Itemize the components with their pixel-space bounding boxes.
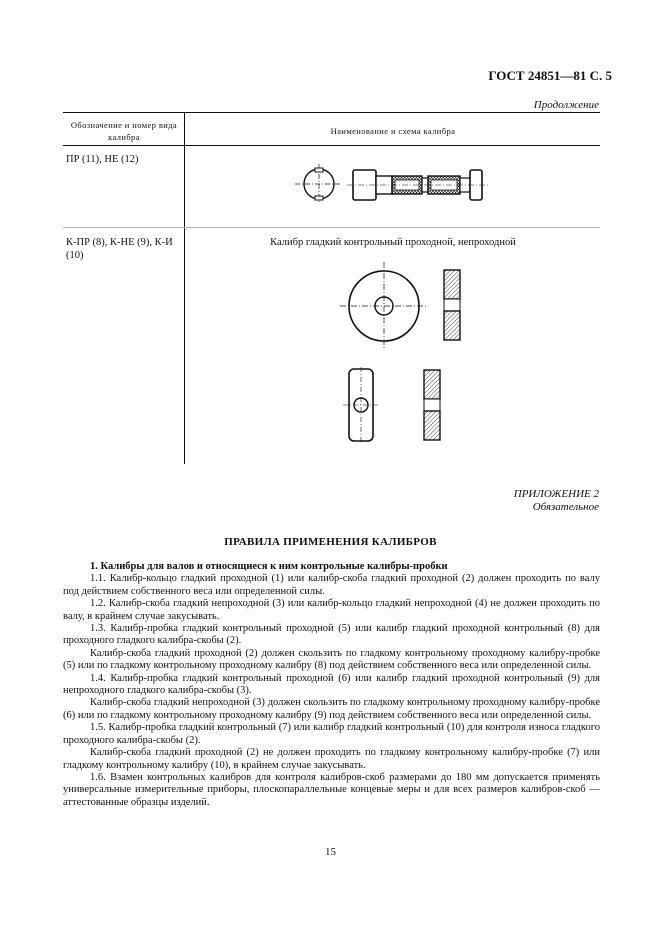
rect-gauge-drawing <box>343 367 379 443</box>
paragraph: Калибр-скоба гладкий проходной (2) не должен проходить по гладкому контрольному калибру-пробке (7) или гладкому контрольному калибру (10), в крайнем случае закусывать. <box>63 747 600 771</box>
plug-gauge-drawing <box>295 158 495 210</box>
table-column-divider <box>184 112 185 464</box>
body-text <box>63 561 600 809</box>
table-header-designation: Обозначение и номер вида калибра <box>70 120 178 142</box>
table-header-name: Наименование и схема калибра <box>330 126 456 136</box>
paragraph: 1.5. Калибр-пробка гладкий контрольный (7) или калибр гладкий контрольный (10) для контроля износа гладкого проходного калибра-скобы (2). <box>63 722 600 746</box>
plug-side-view <box>347 170 489 200</box>
standard-header: ГОСТ 24851—81 С. 5 <box>488 68 612 83</box>
row2-designation: К-ПР (8), К-НЕ (9), К-И (10) <box>66 237 173 261</box>
appendix-status: Обязательное <box>532 501 599 513</box>
table-top-rule <box>63 112 600 113</box>
row2-name: Калибр гладкий контрольный проходной, непроходной <box>270 237 516 248</box>
paragraph: 1.3. Калибр-пробка гладкий контрольный проходной (5) или калибр гладкий проходной контрольный (8) для проходного гладкого калибра-скобы (2). <box>63 623 600 647</box>
paragraph: 1.1. Калибр-кольцо гладкий проходной (1) или калибр-скоба гладкий проходной (2) должен проходить по валу под действием собственного веса или определенной силы. <box>63 573 600 597</box>
table-header-rule <box>63 145 600 146</box>
appendix-title: ПРИЛОЖЕНИЕ 2 <box>513 488 599 500</box>
ring-gauge-drawing <box>340 262 428 350</box>
appendix-label <box>514 488 599 514</box>
row1-designation: ПР (11), НЕ (12) <box>66 154 139 165</box>
section-title: ПРАВИЛА ПРИМЕНЕНИЯ КАЛИБРОВ <box>224 536 437 548</box>
paragraph: 1.2. Калибр-скоба гладкий непроходной (3) или калибр-кольцо гладкий непроходной (4) не должен проходить по валу, в крайнем случае закусывать. <box>63 598 600 622</box>
paragraph: Калибр-скоба гладкий непроходной (3) должен скользить по гладкому контрольному проходному калибру-пробке (6) или по гладкому контрольному проходному калибру (9) под действием собственного веса или определенной силы. <box>63 697 600 721</box>
paragraph: 1.4. Калибр-пробка гладкий контрольный проходной (6) или калибр гладкий проходной контрольный (9) для непроходного гладкого калибра-скобы (3). <box>63 672 600 697</box>
row-divider <box>63 227 600 228</box>
paragraph: 1.6. Взамен контрольных калибров для контроля калибров-скоб размерами до 180 мм допускается применять универсальные измерительные приборы, плоскопараллельные концевые меры и для всех размеров калибров-скоб — аттестованные образцы изделий. <box>63 771 600 808</box>
rect-gauge-section <box>423 369 441 441</box>
section-subtitle: 1. Калибры для валов и относящиеся к ним контрольные калибры-пробки <box>90 561 448 572</box>
paragraph: Калибр-скоба гладкий проходной (2) должен скользить по гладкому контрольному проходному калибру-пробке (5) или по гладкому контрольному проходному калибру (8) под действием собственного веса или определенной силы. <box>63 647 600 672</box>
continuation-label: Продолжение <box>533 99 599 111</box>
ring-gauge-section <box>443 269 461 341</box>
end-view-circle <box>295 164 342 204</box>
page-number: 15 <box>325 846 336 858</box>
